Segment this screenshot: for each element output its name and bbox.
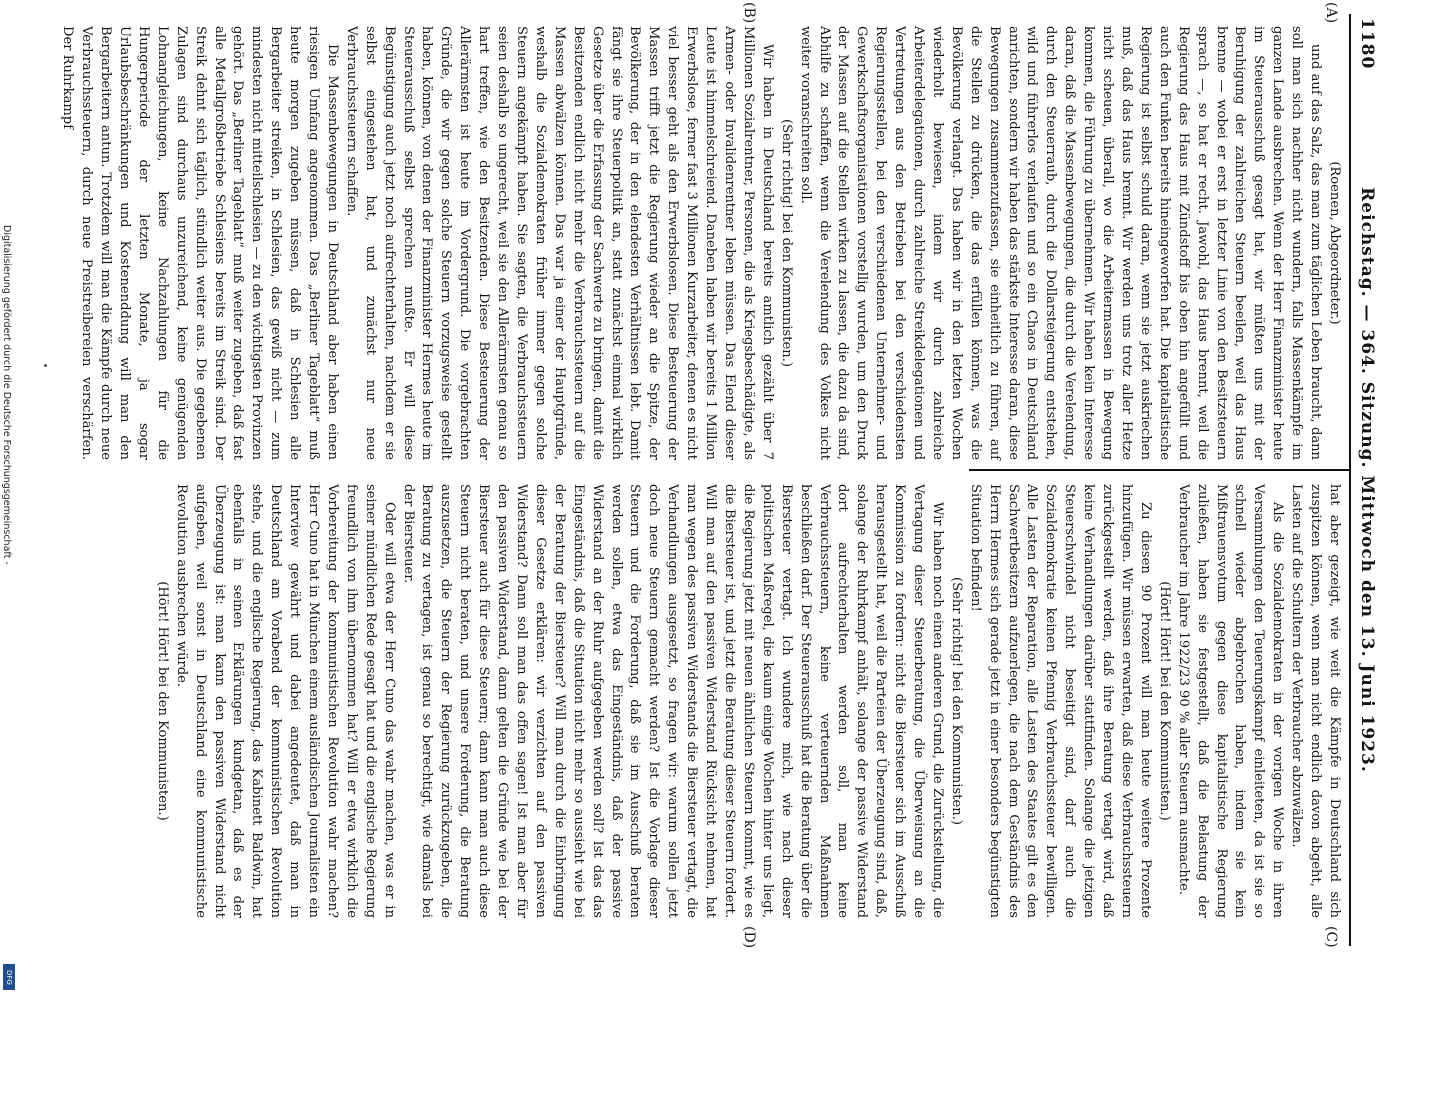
paragraph: hat aber gezeigt, wie weit die Kämpfe in Deutschland sich zuspitzen können, wenn man nicht endlich davon abgeht, alle Lasten auf die Schultern der Verbraucher abzuwälzen. — [1289, 484, 1342, 918]
paragraph: Wir haben noch einen anderen Grund, die Zurückstellung, die Vertagung dieser Steuerberatung, die Überweisung an die Kommission zu fordern: nicht die Biersteuer sich im Ausschuß herausgestellt hat, weil die Parteien der Überzeugung sind, daß, solange der Ruhrkampf anhält, solange der passive Widerstand dort aufrechterhalten werden soll, man keine Verbrauchssteuern, keine verteuernden Maßnahmen beschließen darf. Der Steuerausschuß hat die Beratung über die Biersteuer vertagt. Ich wundere mich, wie nach dieser politischen Maßregel, die kaum einige Wochen hinter uns liegt, die Regierung jetzt mit neuen ähnlichen Steuern kommt, wie es die Biersteuer ist, und jetzt die Beratung dieser Steuern fordert. Will man auf den passiven Widerstand Rücksicht nehmen, hat man wegen des passiven Widerstands die Biersteuer vertagt, die Verhandlungen ausgesetzt, so fragen wir: warum sollen jetzt doch neue Steuern gemacht werden? Ist die Vorlage dieser Steuern und die Forderung, daß sie im Ausschuß beraten werden sollen, etwa das Eingeständnis, daß der passive Widerstand an der Ruhr aufgegeben werden soll? Ist das das Eingeständnis, daß die Situation nicht mehr so aussieht wie bei der Beratung der Biersteuer? Will man durch die Einbringung dieser Gesetze erklären: wir verzichten auf den passiven Widerstand? Dann soll man das offen sagen! Ist man aber für den passiven Widerstand, dann gelten die Gründe wie bei der Biersteuer auch für diese Steuern; dann kann man auch diese Steuern nicht beraten, und unsere Forderung, die Beratung auszusetzen, die Steuern der Regierung zurückzugeben, die Beratung zu vertagen, ist genau so berechtigt, wie damals bei der Biersteuer. — [400, 484, 945, 918]
margin-letter-d: (D) — [741, 926, 757, 949]
paragraph: Die Massenbewegungen in Deutschland aber haben einen riesigen Umfang angenommen. Das „Berliner Tageblatt“ muß heute morgen zugeben müssen, daß in Schlesien alle Bergarbeiter streiken, in Schlesien, das gewiß nicht — zum mindesten nicht mitteilschlesien — zu den wichtigsten Provinzen gehört. Das „Berliner Tageblatt“ muß weiter zugeben, daß fast alle Metallgroßbetriebe Schlesiens bereits im Streik sind. Der Streik dehnt sich täglich, stündlich weiter aus. Die gegebenen Zulagen sind durchaus unzureichend, keine genügenden Lohnangleichungen, keine Nachzahlungen für die Hungerperiode der letzten Monate, ja sogar Urlaubsbeschränkungen und Kostenenddung will man den Bergarbeitern antun. Trotzdem will man die Kämpfe durch neue Verbrauchssteuern, durch neue Preistreibereien verschärfen. Der Ruhrkampf — [60, 26, 340, 460]
paragraph: und auf das Salz, das man zum täglichen Leben braucht, dann soll man sich nachher nicht wundern, falls Massenkämpfe im ganzen Lande ausbrechen. Wenn der Herr Finanzminister heute im Steuerausschuß gesagt hat, wir müßten uns mit der Beruhigung der zahlreichen Steuern beeilen, weil das Haus brenne — wobei er erst in letzter Linie von den Besitzsteuern sprach —, so hat er recht. Jawohl, das Haus brennt, weil die Regierung das Haus mit Zündstoff bis oben hin angefüllt und auch den Funken bereits hineingeworfen hat. Die kapitalistische Regierung ist selbst schuld daran, wenn sie jetzt auskriechen muß, daß das Haus brennt. Wir werden uns trotz aller Hetze nicht scheuen, überall, wo die Arbeitermassen in Bewegung kommen, die Führung zu übernehmen. Wir haben kein Interesse daran, daß die Massenbewegungen, die durch die Verelendung, durch den Steuerraub, durch die Dollarsteigerung entstehen, wild und führerlos verlaufen und so ein Chaos in Deutschland anrichten, sondern wir haben das stärkste Interesse daran, diese Bewegungen zusammenzufassen, sie einheitlich zu führen, auf die Stellen zu drücken, die das erfüllen können, was die Bevölkerung verlangt. Das haben wir in den letzten Wochen wiederholt bewiesen, indem wir durch zahlreiche Arbeiterdelegationen, durch zahlreiche Streikdelegationen und Vertretungen aus den Betrieben bei den verschiedensten Regierungsstellen, bei den verschiedenen Unternehmer- und Gewerkschaftsorganisationen vorstellig wurden, um den Druck der Massen auf die Stellen wirken zu lassen, die dazu da sind, Abhilfe zu schaffen, wenn die Verelendung des Volkes nicht weiter voranschreiten soll. — [797, 26, 1324, 460]
page-header — [1349, 14, 1381, 946]
credit-line: Digitalisierung gefördert durch die Deutsche Forschungsgemeinschaft - — [1, 225, 12, 565]
scan-speck — [44, 364, 47, 367]
speaker-label: (Roenen, Abgeordneter.) — [1327, 161, 1342, 325]
paragraph: Als die Sozialdemokraten in der vorigen Woche in ihren Versammlungen den Teuerungskampf einleiteten, da ist sie so schnell wieder abgebrochen haben, indem sie kein Mißtrauensvotum gegen diese kapitalistische Regierung zuließen, haben sie festgestellt, daß die Belastung der Verbraucher im Jahre 1922/23 90 % aller Steuern ausmachte. — [1175, 484, 1286, 918]
page-number: 1180 — [1357, 18, 1377, 70]
column-rule — [969, 469, 1349, 471]
dfg-logo: DFG — [3, 964, 15, 990]
interjection: (Hört! Hört! bei den Kommunisten.) — [154, 581, 170, 821]
paragraph: Zu diesen 90 Prozent will man heute weitere Prozente hinzufügen. Wir müssen erwarten, daß diese Verbrauchssteuern zurückgestellt werden, daß ihre Beratung vertagt wird, daß keine Verhandlungen darüber stattfinden. Solange die jetzigen Steuerschwindel nicht beseitigt sind, darf auch die Sozialdemokratie keinen Pfennig Verbrauchssteuer bewilligen. Alle Lasten der Reparation, alle Lasten des Staates gilt es den Sachwertbesitzern aufzuerlegen, die nach dem Geständnis des Herrn Hermes sich gerade jetzt in einer besonders begünstigten Situation befinden! — [967, 484, 1153, 918]
interjection: (Hört! Hört! bei den Kommunisten.) — [1156, 581, 1172, 821]
rotated-page — [60, 0, 1389, 960]
margin-letter-c: (C) — [1323, 926, 1339, 948]
margin-letter-b: (B) — [741, 2, 757, 24]
paragraph: Wir haben in Deutschland bereits amtlich gezählt über 7 Millionen Sozialrentner, Personen, die als Kriegsbeschädigte, als Armen- oder Invalidenrentner leben müssen. Das Elend dieser Leute ist himmelschreiend. Daneben haben wir bereits 1 Million Erwerbslose, ferner fast 3 Millionen Kurzarbeiter, denen es nicht viel besser geht als den Erwerbslosen. Diese Besteuerung der Massen trifft jetzt die Regierung wieder an die Spitze, der Bevölkerung, der in den elendesten Verhältnissen lebt. Damit fängt sie ihre Steuerpolitik an, statt zunächst einmal wirklich Gesetze über die Erfassung der Sachwerte zu bringen, damit die Besitzenden endlich nicht mehr die Verbrauchssteuern auf die Massen abwälzen können. Das war ja einer der Hauptgründe, weshalb die Sozialdemokraten früher immer gegen solche Steuern angekämpft haben. Sie sagten, die Verbrauchssteuern seien deshalb so ungerecht, weil sie den Allerärmsten genau so hart treffen, wie den Besitzenden. Diese Besteuerung der Allerärmsten ist heute im Vordergrund. Die vorgebrachten Gründe, die wir gegen solche Steuern vorzugsweise gestellt haben, können, von denen der Finanzminister Hermes heute im Steuerausschuß selbst sprechen mußte. Er will diese Begünstigung auch jetzt noch aufrechterhalten, nachdem er sie selbst eingestehen hat, und zunächst nur neue Verbrauchssteuern schaffen. — [343, 26, 775, 460]
margin-letter-a: (A) — [1323, 2, 1339, 24]
running-title: Reichstag. — 364. Sitzung. Mittwoch den 13. Juni 1923. — [1357, 187, 1377, 773]
right-column — [152, 484, 1343, 918]
paragraph: Oder will etwa der Herr Cuno das wahr machen, was er in seiner mündlichen Rede gesagt hat und die englische Regierung freundlich von ihm übernommen hat? Will er etwa wirklich die Vorbereitung der kommunistischen Revolution wahr machen? Herr Cuno hat in München einem ausländischen Journalisten ein Interview gewährt und dabei angedeutet, daß man in Deutschland am Vorabend der kommunistischen Revolution stehe, und die englische Regierung, das Kabinett Baldwin, hat ebenfalls in seinen Erklärungen kundgetan, daß es der Überzeugung ist: man kann den passiven Widerstand nicht aufgeben, weil sonst in Deutschland eine kommunistische Revolution ausbrechen würde. — [173, 484, 397, 918]
interjection: (Sehr richtig! bei den Kommunisten.) — [778, 119, 794, 367]
left-column — [57, 26, 1343, 460]
interjection: (Sehr richtig! bei den Kommunisten.) — [948, 577, 964, 825]
